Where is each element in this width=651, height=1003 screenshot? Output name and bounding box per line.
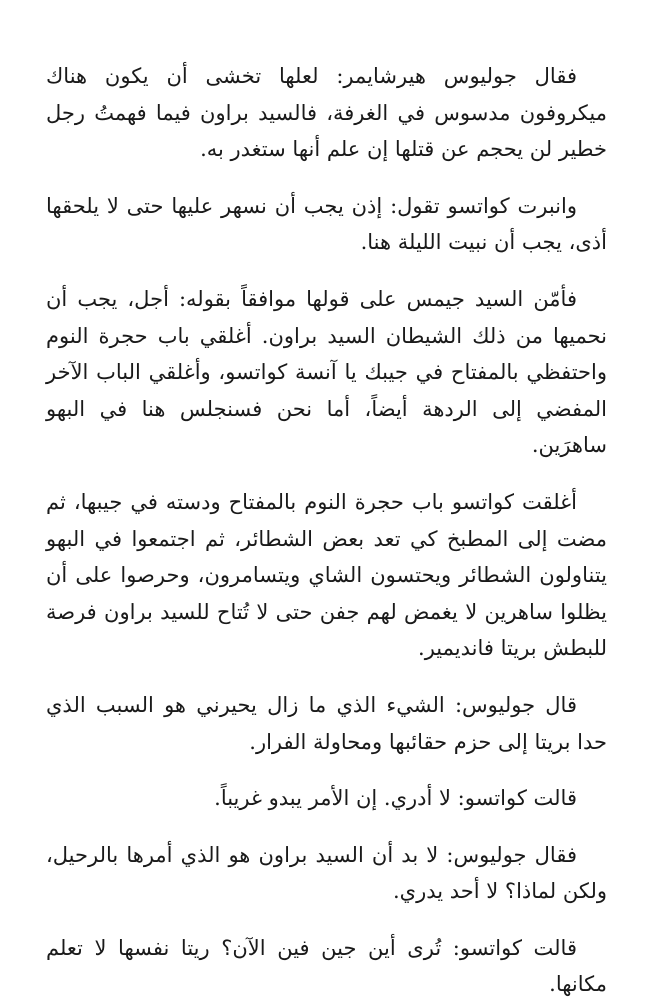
paragraph: فقال جوليوس هيرشايمر: لعلها تخشى أن يكون هناك ميكروفون مدسوس في الغرفة، فالسيد براون فيما فهمتُ رجل خطير لن يحجم عن قتلها إن علم أنها ستغدر به. xyxy=(46,64,607,162)
paragraph: فقال جوليوس: لا بد أن السيد براون هو الذي أمرها بالرحيل، ولكن لماذا؟ لا أحد يدري. xyxy=(46,842,607,904)
paragraph: وانبرت كواتسو تقول: إذن يجب أن نسهر عليها حتى لا يلحقها أذى، يجب أن نبيت الليلة هنا. xyxy=(46,193,607,255)
paragraph: قالت كواتسو: لا أدري. إن الأمر يبدو غريباً. xyxy=(214,786,577,811)
paragraph: قال جوليوس: الشيء الذي ما زال يحيرني هو السبب الذي حدا بريتا إلى حزم حقائبها ومحاولة الفرار. xyxy=(46,692,607,754)
paragraph: قالت كواتسو: تُرى أين جين فين الآن؟ ريتا نفسها لا تعلم مكانها. xyxy=(46,935,607,997)
paragraph: فأمّن السيد جيمس على قولها موافقاً بقوله: أجل، يجب أن نحميها من ذلك الشيطان السيد براون. أغلقي باب حجرة النوم واحتفظي بالمفتاح في جيبك يا آنسة كواتسو، وأغلقي الباب الآخر المفضي إلى الردهة أيضاً، أما نحن فسنجلس هنا في البهو ساهرَين. xyxy=(46,286,607,458)
paragraph: أغلقت كواتسو باب حجرة النوم بالمفتاح ودسته في جيبها، ثم مضت إلى المطبخ كي تعد بعض الشطائر، ثم اجتمعوا في البهو يتناولون الشطائر ويحتسون الشاي ويتسامرون، وحرصوا على أن يظلوا ساهرين لا يغمض لهم جفن حتى لا تُتاح للسيد براون فرصة للبطش بريتا فانديمير. xyxy=(46,489,607,661)
